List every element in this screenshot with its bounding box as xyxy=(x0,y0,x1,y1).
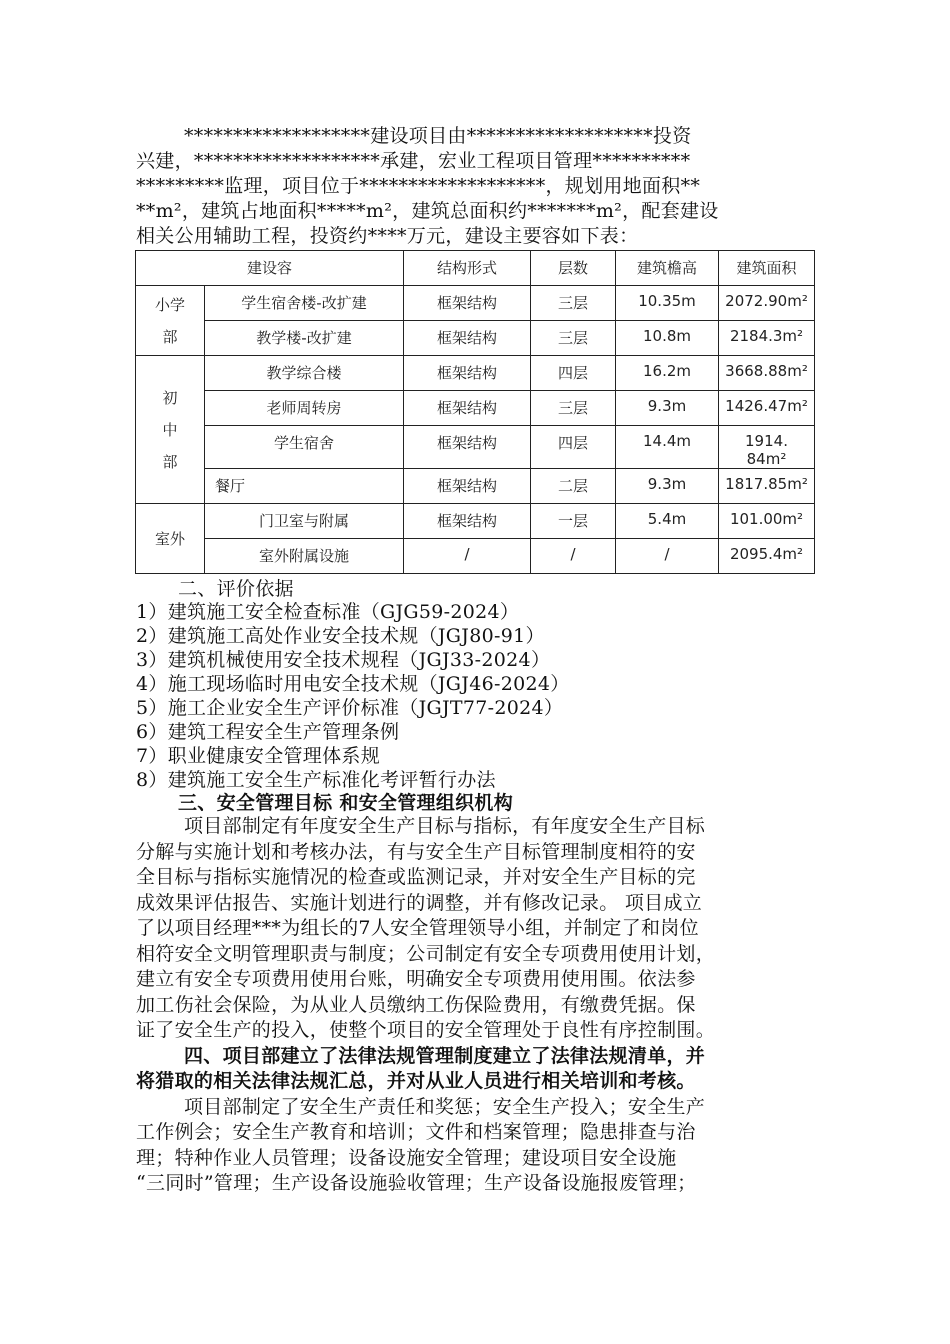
row-structure: 框架结构 xyxy=(404,391,531,426)
paragraph-line: 项目部制定有年度安全生产目标与指标，有年度安全生产目标 xyxy=(184,815,706,837)
paragraph-line: 了以项目经理***为组长的7人安全管理领导小组，并制定了和岗位 xyxy=(136,917,699,939)
table-row xyxy=(136,356,815,391)
intro-paragraph xyxy=(136,124,816,249)
intro-line: **m²，建筑占地面积*****m²，建筑总面积约*******m²，配套建设 xyxy=(136,200,719,222)
header-content: 建设容 xyxy=(136,251,404,286)
row-area: 101.00m² xyxy=(719,504,815,539)
row-structure: 框架结构 xyxy=(404,469,531,504)
paragraph-line: 证了安全生产的投入，使整个项目的安全管理处于良性有序控制围。 xyxy=(136,1019,716,1041)
row-name: 老师周转房 xyxy=(205,391,404,426)
row-area: 1817.85m² xyxy=(719,469,815,504)
paragraph-line: 加工伤社会保险，为从业人员缴纳工伤保险费用，有缴费凭据。保 xyxy=(136,993,696,1016)
row-floors: 三层 xyxy=(531,286,616,321)
title-line: 将猎取的相关法律法规汇总，并对从业人员进行相关培训和考核。 xyxy=(136,1070,696,1092)
list-item: 3）建筑机械使用安全技术规程（JGJ33-2024） xyxy=(136,649,551,671)
row-floors: / xyxy=(531,539,616,574)
intro-line: *********监理，项目位于*******************，规划用地面积** xyxy=(136,175,701,197)
row-floors: 二层 xyxy=(531,469,616,504)
group-label-outdoor: 室外 xyxy=(136,504,205,574)
paragraph-line: 理；特种作业人员管理；设备设施安全管理；建设项目安全设施 xyxy=(136,1146,677,1169)
row-height: 9.3m xyxy=(616,469,719,504)
row-name: 教学楼-改扩建 xyxy=(205,321,404,356)
table-row xyxy=(136,504,815,539)
row-structure: 框架结构 xyxy=(404,504,531,539)
row-area: 1426.47m² xyxy=(719,391,815,426)
section-4-paragraph xyxy=(136,1095,816,1197)
row-floors: 四层 xyxy=(531,426,616,469)
row-name: 门卫室与附属 xyxy=(205,504,404,539)
row-height: 16.2m xyxy=(616,356,719,391)
row-height: 5.4m xyxy=(616,504,719,539)
row-floors: 一层 xyxy=(531,504,616,539)
table-row xyxy=(136,321,815,356)
list-item: 4）施工现场临时用电安全技术规（JGJ46-2024） xyxy=(136,673,570,695)
table-row xyxy=(136,539,815,574)
list-item: 6）建筑工程安全生产管理条例 xyxy=(136,721,400,743)
row-floors: 四层 xyxy=(531,356,616,391)
row-height: 10.35m xyxy=(616,286,719,321)
row-area: 2095.4m² xyxy=(719,539,815,574)
section-3-title: 三、安全管理目标 和安全管理组织机构 xyxy=(178,792,514,814)
paragraph-line: “三同时”管理；生产设备设施验收管理；生产设备设施报废管理； xyxy=(136,1172,697,1194)
row-height: 14.4m xyxy=(616,426,719,469)
header-height: 建筑檐高 xyxy=(616,251,719,286)
intro-line: 兴建，*******************承建，宏业工程项目管理********** xyxy=(136,150,691,172)
document-body xyxy=(136,578,816,1197)
table-row xyxy=(136,391,815,426)
row-structure: 框架结构 xyxy=(404,286,531,321)
table-row xyxy=(136,469,815,504)
row-height: 10.8m xyxy=(616,321,719,356)
paragraph-line: 成效果评估报告、实施计划进行的调整，并有修改记录。 项目成立 xyxy=(136,891,703,914)
row-height: / xyxy=(616,539,719,574)
section-4-title xyxy=(136,1044,816,1095)
row-name: 室外附属设施 xyxy=(205,539,404,574)
list-item: 7）职业健康安全管理体系规 xyxy=(136,745,380,767)
group-label-primary: 小学 部 xyxy=(136,286,205,356)
table-header-row xyxy=(136,251,815,286)
title-line: 四、项目部建立了法律法规管理制度建立了法律法规清单，并 xyxy=(184,1044,706,1067)
header-structure: 结构形式 xyxy=(404,251,531,286)
section-3-paragraph xyxy=(136,814,816,1044)
row-floors: 三层 xyxy=(531,321,616,356)
intro-line: 相关公用辅助工程，投资约****万元，建设主要容如下表： xyxy=(136,225,639,247)
header-floors: 层数 xyxy=(531,251,616,286)
intro-line: *******************建设项目由*******************投资 xyxy=(184,125,692,147)
row-floors: 三层 xyxy=(531,391,616,426)
row-name: 学生宿舍 xyxy=(205,426,404,469)
row-area: 2072.90m² xyxy=(719,286,815,321)
table-row xyxy=(136,426,815,469)
list-item: 1）建筑施工安全检查标准（GJG59-2024） xyxy=(136,601,520,623)
paragraph-line: 建立有安全专项费用使用台账，明确安全专项费用使用围。依法参 xyxy=(136,968,696,990)
list-item: 5）施工企业安全生产评价标准（JGJT77-2024） xyxy=(136,697,564,719)
row-name: 教学综合楼 xyxy=(205,356,404,391)
paragraph-line: 项目部制定了安全生产责任和奖惩；安全生产投入；安全生产 xyxy=(184,1095,706,1118)
row-height: 9.3m xyxy=(616,391,719,426)
row-area: 3668.88m² xyxy=(719,356,815,391)
row-structure: 框架结构 xyxy=(404,321,531,356)
paragraph-line: 全目标与指标实施情况的检查或监测记录，并对安全生产目标的完 xyxy=(136,866,696,888)
paragraph-line: 相符安全文明管理职责与制度；公司制定有安全专项费用使用计划， xyxy=(136,942,716,965)
list-item: 8）建筑施工安全生产标准化考评暂行办法 xyxy=(136,769,496,791)
row-area: 2184.3m² xyxy=(719,321,815,356)
header-area: 建筑面积 xyxy=(719,251,815,286)
row-structure: / xyxy=(404,539,531,574)
paragraph-line: 分解与实施计划和考核办法，有与安全生产目标管理制度相符的安 xyxy=(136,840,696,863)
table-row xyxy=(136,286,815,321)
section-2-title: 二、评价依据 xyxy=(178,578,294,600)
evaluation-basis-list xyxy=(136,600,816,792)
paragraph-line: 工作例会；安全生产教育和培训；文件和档案管理；隐患排查与治 xyxy=(136,1121,696,1143)
construction-table xyxy=(135,250,815,574)
list-item: 2）建筑施工高处作业安全技术规（JGJ80-91） xyxy=(136,625,545,647)
row-name: 餐厅 xyxy=(205,469,404,504)
group-label-middle: 初 中 部 xyxy=(136,356,205,504)
row-structure: 框架结构 xyxy=(404,426,531,469)
row-area: 1914. 84m² xyxy=(719,426,815,469)
row-name: 学生宿舍楼-改扩建 xyxy=(205,286,404,321)
row-structure: 框架结构 xyxy=(404,356,531,391)
